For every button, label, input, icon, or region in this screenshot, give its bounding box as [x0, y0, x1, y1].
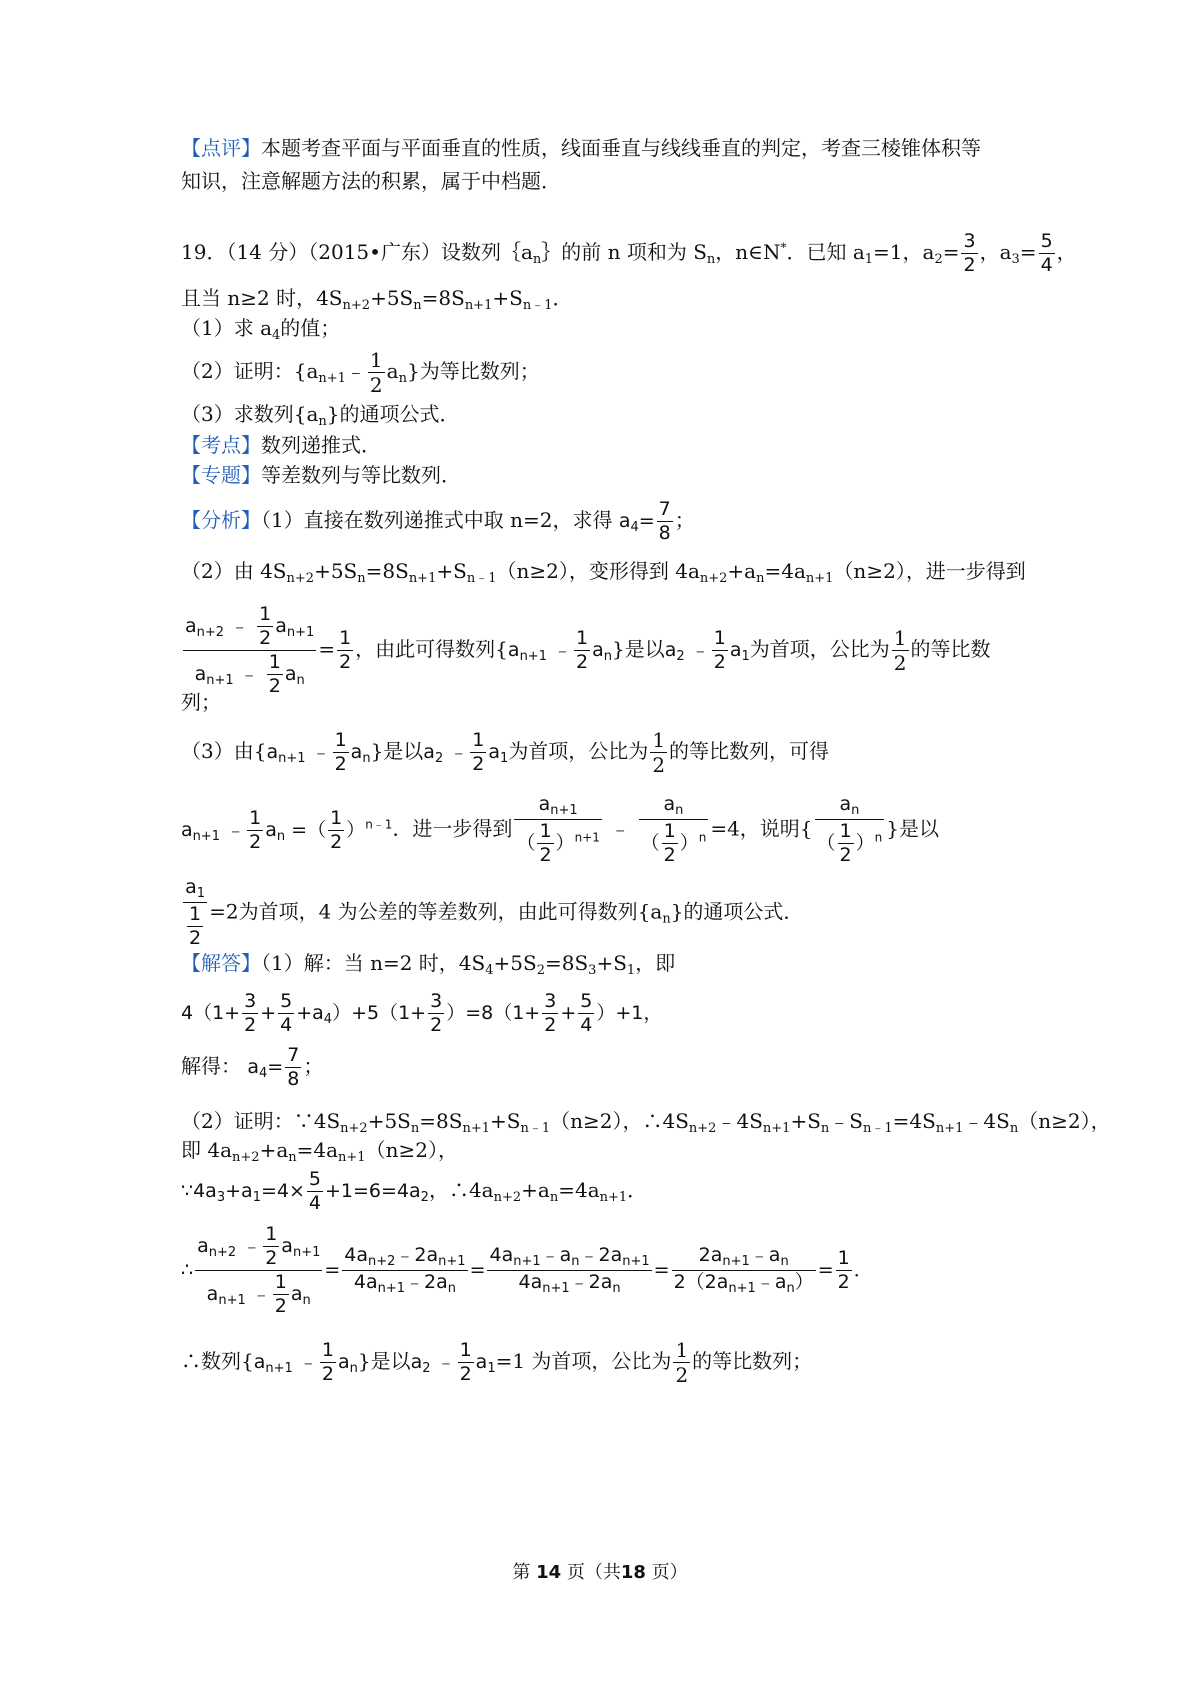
solution-line-4: $\because 4a_3+a_1=4\times$ $\frac{5}{4}$ $+1=6=4a_2$，$\therefore 4a_{n+2}+a_n=4a_{n+1}$． — [181, 1168, 648, 1214]
question-3: （3）求数列$\{a_n\}$的通项公式． — [181, 402, 460, 429]
zhuanti-tag: 【专题】 — [181, 463, 261, 487]
zhuanti-line: 【专题】等差数列与等比数列． — [181, 463, 461, 487]
solution-line-5: ∴数列{$a_{n+1}$ ﹣ $\frac{1}{2}$ $a_n$}是以$a_2$ ﹣ $\frac{1}{2}$ $a_1=1$ 为首项，公比为 $\frac{1}{2}$ 的等比数列； — [181, 1338, 813, 1387]
solution-tag: 【解答】 — [181, 951, 261, 975]
review-line-2: 知识，注意解题方法的积累，属于中档题． — [181, 169, 561, 193]
analysis-line-1: 【分析】（1）直接在数列递推式中取 n=2，求得 $a_4=$ $\frac{7}{8}$ ； — [181, 498, 695, 544]
analysis-line-7: $\frac{a_1}{\frac{1}{2}}$ =2为首项，4 为公差的等差数列，由此可得数列$\{a_n\}$的通项公式． — [181, 878, 803, 948]
review-text-1: 本题考查平面与平面垂直的性质，线面垂直与线线垂直的判定，考查三棱锥体积等 — [261, 136, 981, 160]
page-number: 14 — [536, 1562, 562, 1583]
solution-line-3: 即 $4a_{n+2}+a_n=4a_{n+1}(n\ge 2)$， — [181, 1138, 458, 1165]
kaodian-tag: 【考点】 — [181, 433, 261, 457]
question-2: （2）证明：{$a_{n+1}﹣$ $\frac{1}{2}$ $a_n$}为等比数列； — [181, 348, 540, 397]
problem-header: 19．（14 分）（2015•广东）设数列$\{a_n\}$的前 n 项和为 $S_n$，n∈N*．已知 $a_1=1$，$a_2=$ $\frac{3}{2}$ ，$a_3=$ $\frac{5}{4}$ ， — [181, 230, 1077, 276]
ratio-fraction: $a_{n+2}$ ﹣ $\frac{1}{2}$ $a_{n+1}$ $a_{n+1}$ ﹣ $\frac{1}{2}$ $a_n$ — [185, 603, 315, 697]
analysis-line-2: （2）由 $4S_{n+2}+5S_n=8S_{n+1}+S_{n﹣1}(n\ge 2)$，变形得到 $4a_{n+2}+a_n=4a_{n+1}(n\ge 2)$，进一步得到 — [181, 559, 1026, 586]
kaodian-line: 【考点】数列递推式． — [181, 433, 381, 457]
analysis-line-3: $a_{n+2}$ ﹣ $\frac{1}{2}$ $a_{n+1}$ $a_{n+1}$ ﹣ $\frac{1}{2}$ $a_n$ = $\frac{1}{2}$ ，由此可得数列{$a_{n+1}$ ﹣ $\frac{1}{2}$ $a_n$}是以$a_2$ ﹣ $\frac{1}{2}$ $a_1$为首项，公比为 $\frac{1}{2}$ 的等比数 — [185, 603, 991, 697]
page-footer: 第 14 页（共18 页） — [512, 1562, 688, 1583]
solution-equation-1: 4（1+ $\frac{3}{2}$ + $\frac{5}{4}$ $+a_4)+5(1+$ $\frac{3}{2}$ ）=8（1+ $\frac{3}{2}$ + $\frac{5}{4}$ ）+1， — [181, 990, 663, 1036]
analysis-tag: 【分析】 — [181, 508, 261, 532]
fraction-1-2: $\frac{1}{2}$ — [369, 348, 383, 397]
fraction-5-4: $\frac{5}{4}$ — [1040, 230, 1053, 276]
analysis-line-5: （3）由{$a_{n+1}$ ﹣ $\frac{1}{2}$ $a_n$}是以$a_2$ ﹣ $\frac{1}{2}$ $a_1$为首项，公比为 $\frac{1}{2}$ 的等比数列，可得 — [181, 728, 830, 777]
solution-equation-2: ∴ $a_{n+2}$ ﹣ $\frac{1}{2}$ $a_{n+1}$ $a_{n+1}$ ﹣ $\frac{1}{2}$ $a_n$ = $\frac{4a_{n+2}﹣2a_{n+1}}{4a_{n+1}﹣2a_n}$ = $\frac{4a_{n+1}﹣a_n﹣2a_{n+1}}{4a_{n+1}﹣2a_n}$ = $\frac{2a_{n+1}﹣a_n}{2(2a_{n+1}﹣a_n)}$ = $\frac{1}{2}$ ． — [181, 1223, 873, 1317]
question-1: （1）求 $a_4$的值； — [181, 316, 341, 343]
review-tag: 【点评】 — [181, 136, 261, 160]
review-line-1 — [181, 133, 981, 163]
analysis-line-6: $a_{n+1}$ ﹣ $\frac{1}{2}$ $a_n$ =（ $\frac{1}{2}$ ）$^{n﹣1}$．进一步得到 $a_{n+1}$ （ $\frac{1}{2}$ ）$^{n+1}$ ﹣ $a_n$ （ $\frac{1}{2}$ ）$^n$ =4，说明{ $a_n$ （ $\frac{1}{2}$ ）$^n$ }是以 — [181, 793, 939, 866]
page-total: 18 — [620, 1562, 646, 1583]
problem-line-2: 且当 n≥2 时，$4S_{n+2}+5S_n=8S_{n+1}+S_{n﹣1}$． — [181, 286, 573, 313]
solution-result-1: 解得： $a_4=$ $\frac{7}{8}$ ； — [181, 1044, 324, 1090]
fraction-7-8: $\frac{7}{8}$ — [658, 498, 671, 544]
solution-line-1: 【解答】（1）解：当 n=2 时，$4S_4+5S_2=8S_3+S_1$，即 — [181, 951, 676, 978]
analysis-line-4: 列； — [181, 690, 221, 714]
solution-line-2: （2）证明：$\because 4S_{n+2}+5S_n=8S_{n+1}+S_{n﹣1}(n\ge 2)$，$\therefore 4S_{n+2}﹣4S_{n+1}+S_n﹣S_{n﹣1}=4S_{n+1}﹣4S_n(n\ge 2)$， — [181, 1109, 1111, 1136]
fraction-3-2: $\frac{3}{2}$ — [963, 230, 976, 276]
